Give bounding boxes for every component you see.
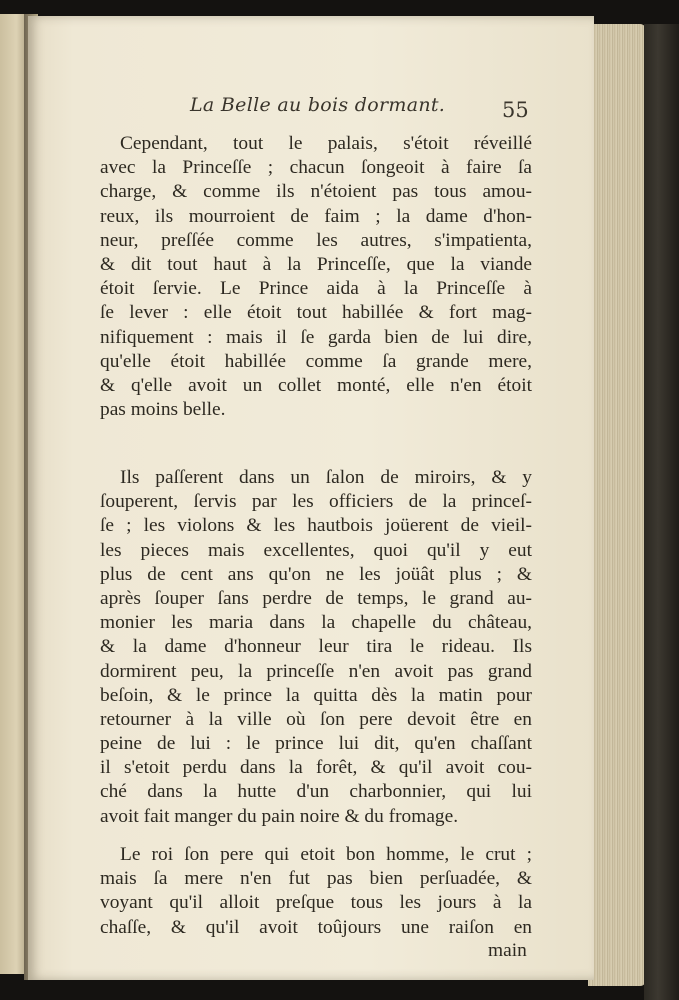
text-line: & la dame d'honneur leur tira le rideau. Ils: [100, 636, 532, 658]
text-line: monier les maria dans la chapelle du château,: [100, 612, 532, 634]
page-stack-edges: [588, 24, 646, 986]
text-line: il s'etoit perdu dans la forêt, & qu'il avoit cou-: [100, 757, 532, 779]
book-binding: [644, 24, 679, 1000]
text-line: étoit ſervie. Le Prince aida à la Princeſſe à: [100, 278, 532, 300]
paragraph-2: [100, 466, 532, 829]
text-line: après ſouper ſans perdre de temps, le grand au-: [100, 587, 532, 609]
text-line: & q'elle avoit un collet monté, elle n'en étoit: [100, 374, 532, 396]
text-line: nifiquement : mais il ſe garda bien de lui dire,: [100, 326, 532, 348]
text-line: chaſſe, & qu'il avoit toûjours une raiſon en: [100, 916, 532, 938]
text-line: Cependant, tout le palais, s'étoit réveillé: [120, 133, 532, 154]
page-number: 55: [502, 98, 529, 122]
text-line: avec la Princeſſe ; chacun ſongeoit à faire ſa: [100, 157, 532, 179]
text-line: pas moins belle.: [100, 399, 226, 421]
text-line: charge, & comme ils n'étoient pas tous amou-: [100, 181, 532, 203]
text-line: voyant qu'il alloit preſque tous les jours à la: [100, 892, 532, 914]
paragraph-1: [100, 132, 532, 422]
text-line: Le roi ſon pere qui etoit bon homme, le crut ;: [120, 844, 532, 865]
text-line: Ils paſſerent dans un ſalon de miroirs, & y: [120, 467, 532, 488]
text-line: plus de cent ans qu'on ne les joüât plus ; &: [100, 563, 532, 585]
text-line: les pieces mais excellentes, quoi qu'il y eut: [100, 539, 532, 561]
text-line: neur, preſſée comme les autres, s'impatienta,: [100, 229, 532, 251]
page-header: [28, 90, 594, 120]
text-line: avoit fait manger du pain noire & du fromage.: [100, 805, 459, 827]
text-line: ſe lever : elle étoit tout habillée & fort mag-: [100, 302, 532, 324]
text-line: ſouperent, ſervis par les officiers de la princeſ-: [100, 491, 532, 513]
text-line: ſe ; les violons & les hautbois joüerent de vieil-: [100, 515, 532, 537]
text-line: reux, ils mourroient de faim ; la dame d'hon-: [100, 205, 532, 227]
text-line: qu'elle étoit habillée comme ſa grande mere,: [100, 350, 532, 372]
running-head: La Belle au bois dormant.: [190, 94, 446, 116]
text-line: beſoin, & le prince la quitta dès la matin pour: [100, 684, 532, 706]
text-line: retourner à la ville où ſon pere devoit être en: [100, 708, 532, 730]
text-line: mais ſa mere n'en fut pas bien perſuadée, &: [100, 868, 532, 890]
book-page: [28, 16, 594, 980]
text-line: & dit tout haut à la Princeſſe, que la viande: [100, 253, 532, 275]
catchword: main: [488, 940, 527, 961]
paragraph-3: [100, 843, 532, 940]
text-line: peine de lui : le prince lui dit, qu'en chaſſant: [100, 733, 532, 755]
text-line: dormirent peu, la princeſſe n'en avoit pas grand: [100, 660, 532, 682]
text-line: ché dans la hutte d'un charbonnier, qui lui: [100, 781, 532, 803]
